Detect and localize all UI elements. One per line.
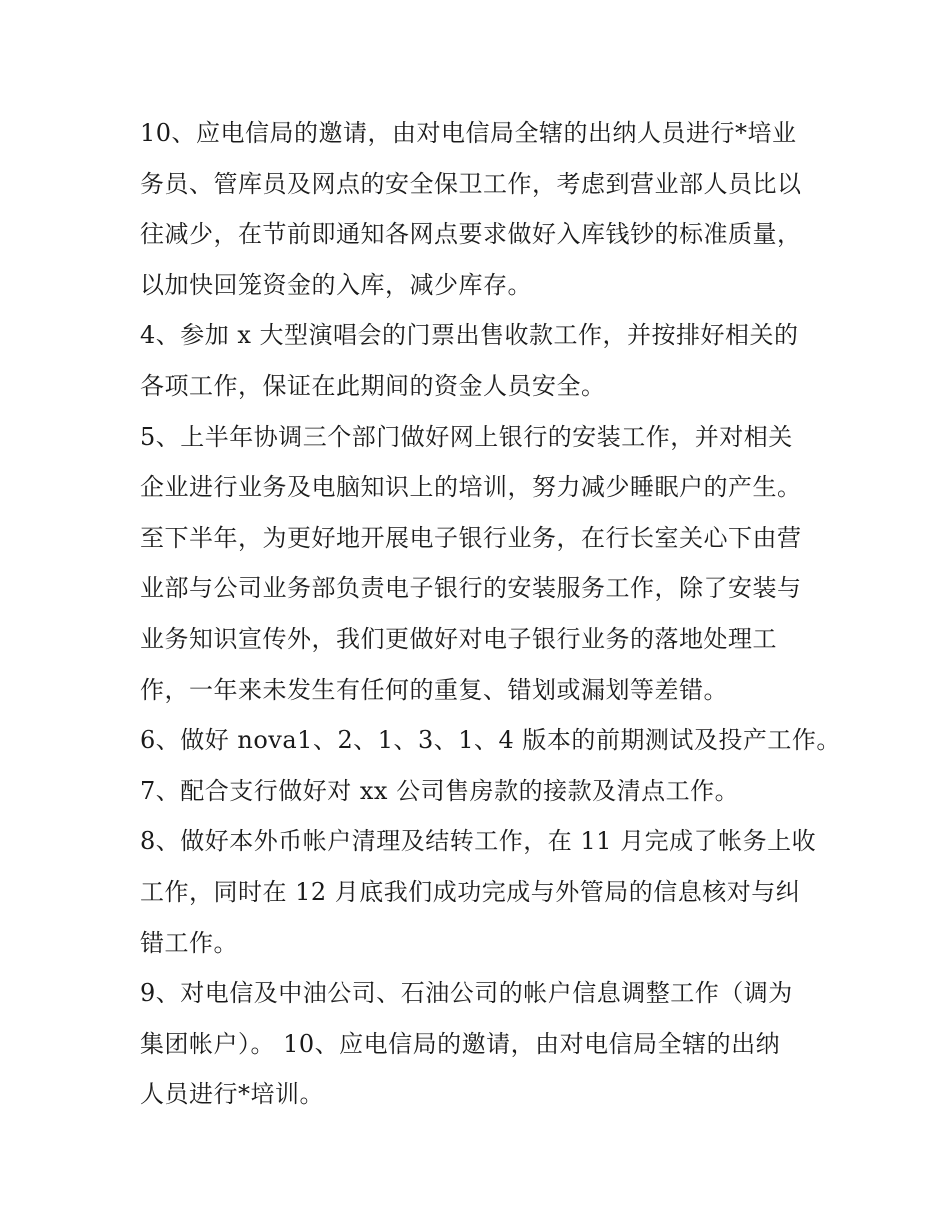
text-line: 6、做好 nova1、2、1、3、1、4 版本的前期测试及投产工作。 <box>140 726 841 755</box>
text-line: 各项工作，保证在此期间的资金人员安全。 <box>140 371 606 400</box>
text-line: 4、参加 x 大型演唱会的门票出售收款工作，并按排好相关的 <box>140 321 799 350</box>
text-line: 7、配合支行做好对 xx 公司售房款的接款及清点工作。 <box>140 776 740 805</box>
text-line: 错工作。 <box>140 928 238 957</box>
text-line: 业部与公司业务部负责电子银行的安装服务工作，除了安装与 <box>140 574 802 603</box>
text-line: 业务知识宣传外，我们更做好对电子银行业务的落地处理工 <box>140 624 777 653</box>
text-line: 务员、管库员及网点的安全保卫工作，考虑到营业部人员比以 <box>140 169 802 198</box>
text-line: 人员进行*培训。 <box>140 1080 324 1109</box>
text-line: 作，一年来未发生有任何的重复、错划或漏划等差错。 <box>140 675 728 704</box>
text-line: 至下半年，为更好地开展电子银行业务，在行长室关心下由营 <box>140 523 802 552</box>
text-line: 工作，同时在 12 月底我们成功完成与外管局的信息核对与纠 <box>140 877 801 906</box>
text-line: 9、对电信及中油公司、石油公司的帐户信息调整工作（调为 <box>140 979 793 1008</box>
text-line: 集团帐户）。 10、应电信局的邀请，由对电信局全辖的出纳 <box>140 1029 781 1058</box>
text-line: 8、做好本外币帐户清理及结转工作，在 11 月完成了帐务上收 <box>140 827 817 856</box>
text-line: 企业进行业务及电脑知识上的培训，努力减少睡眠户的产生。 <box>140 473 802 502</box>
text-line: 10、应电信局的邀请，由对电信局全辖的出纳人员进行*培业 <box>140 119 797 147</box>
document-body <box>140 108 841 1120</box>
text-line: 往减少，在节前即通知各网点要求做好入库钱钞的标准质量， <box>140 220 802 249</box>
text-line: 5、上半年协调三个部门做好网上银行的安装工作，并对相关 <box>140 422 793 451</box>
text-line: 以加快回笼资金的入库，减少库存。 <box>140 270 532 299</box>
